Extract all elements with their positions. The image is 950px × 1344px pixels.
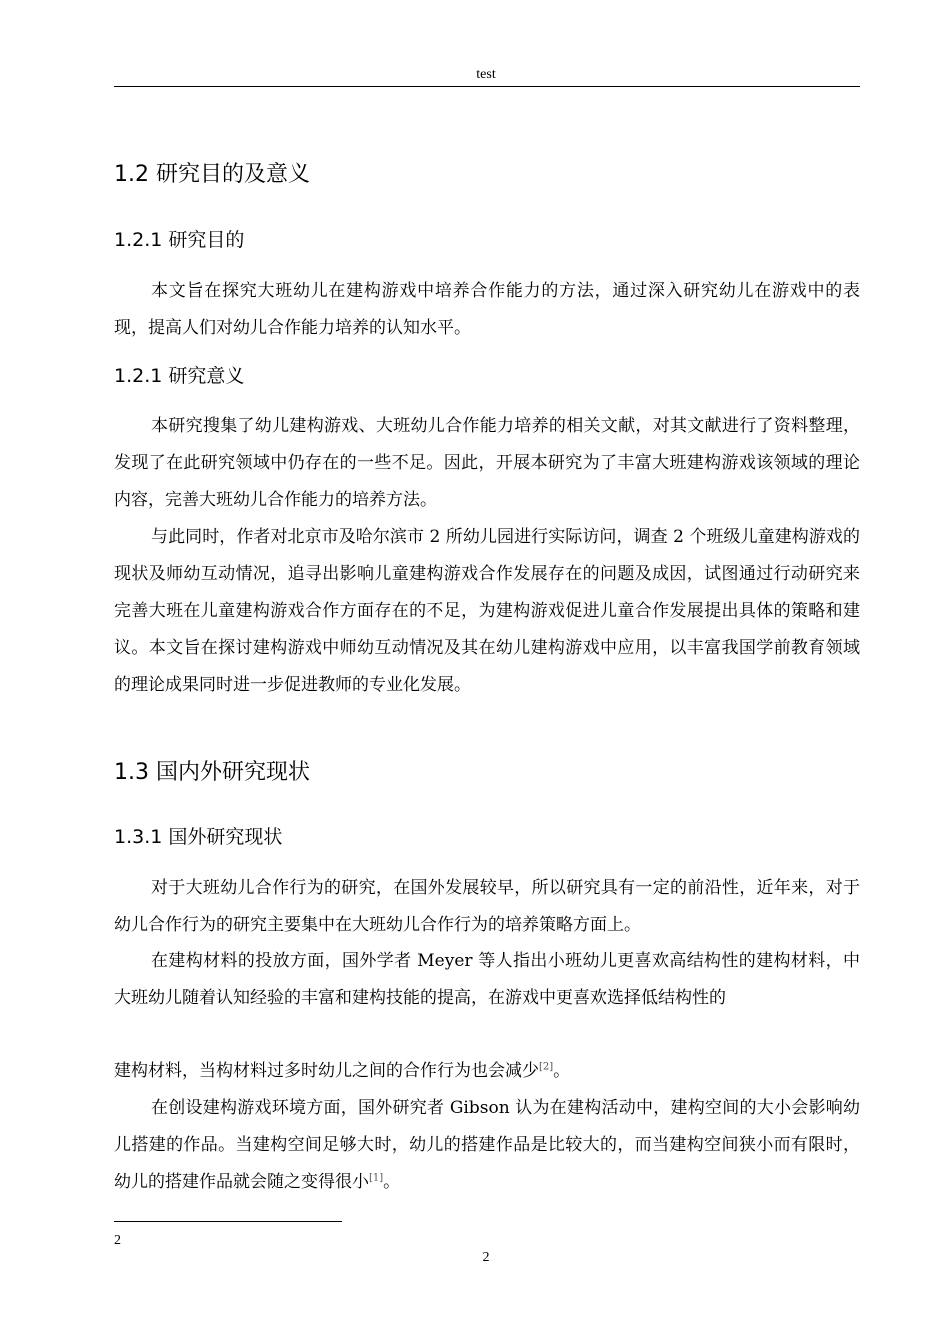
subsection-heading-foreign-research: 1.3.1 国外研究现状	[114, 826, 283, 848]
paragraph-research-significance-1: 本研究搜集了幼儿建构游戏、大班幼儿合作能力培养的相关文献，对其文献进行了资料整理，发现了在此研究领域中仍存在的一些不足。因此，开展本研究为了丰富大班建构游戏该领域的理论内容，完善大班幼儿合作能力的培养方法。	[114, 416, 860, 510]
paragraph-foreign-research-1: 对于大班幼儿合作行为的研究，在国外发展较早，所以研究具有一定的前沿性，近年来，对于幼儿合作行为的研究主要集中在大班幼儿合作行为的培养策略方面上。	[114, 878, 860, 935]
section-heading-1-2: 1.2 研究目的及意义	[114, 162, 310, 187]
paragraph-research-significance-2: 与此同时，作者对北京市及哈尔滨市 2 所幼儿园进行实际访问，调查 2 个班级儿童建构游戏的现状及师幼互动情况，追寻出影响儿童建构游戏合作发展存在的问题及成因，试图通过行动研究来完善大班在儿童建构游戏合作方面存在的不足，为建构游戏促进儿童合作发展提出具体的策略和建议。本文旨在探讨建构游戏中师幼互动情况及其在幼儿建构游戏中应用，以丰富我国学前教育领域的理论成果同时进一步促进教师的专业化发展。	[114, 527, 860, 695]
citation-1: [1]	[369, 1172, 384, 1184]
paragraph-foreign-research-4-text: 在创设建构游戏环境方面，国外研究者 Gibson 认为在建构活动中，建构空间的大小会影响幼儿搭建的作品。当建构空间足够大时，幼儿的搭建作品是比较大的，而当建构空间狭小而有限时，幼儿的搭建作品就会随之变得很小	[114, 1098, 860, 1192]
paragraph-foreign-research-3	[114, 1053, 860, 1090]
header-rule	[114, 86, 860, 87]
paragraph-foreign-research-4	[114, 1090, 860, 1201]
subsection-heading-research-purpose: 1.2.1 研究目的	[114, 229, 245, 251]
page-number: 2	[482, 1250, 490, 1265]
citation-2: [2]	[539, 1061, 554, 1073]
paragraph-foreign-research-4-end: 。	[383, 1172, 401, 1192]
footnote-number: 2	[114, 1233, 121, 1248]
section-heading-1-3: 1.3 国内外研究现状	[114, 760, 310, 785]
footnote-separator	[114, 1221, 342, 1222]
paragraph-research-purpose: 本文旨在探究大班幼儿在建构游戏中培养合作能力的方法，通过深入研究幼儿在游戏中的表现，提高人们对幼儿合作能力培养的认知水平。	[114, 281, 860, 338]
paragraph-foreign-research-3-text: 建构材料，当构材料过多时幼儿之间的合作行为也会减少	[114, 1061, 539, 1081]
paragraph-foreign-research-3-end: 。	[553, 1061, 571, 1081]
page-header-text: test	[476, 67, 496, 82]
paragraph-foreign-research-2: 在建构材料的投放方面，国外学者 Meyer 等人指出小班幼儿更喜欢高结构性的建构材料，中大班幼儿随着认知经验的丰富和建构技能的提高，在游戏中更喜欢选择低结构性的	[114, 951, 860, 1008]
subsection-heading-research-significance: 1.2.1 研究意义	[114, 365, 245, 387]
